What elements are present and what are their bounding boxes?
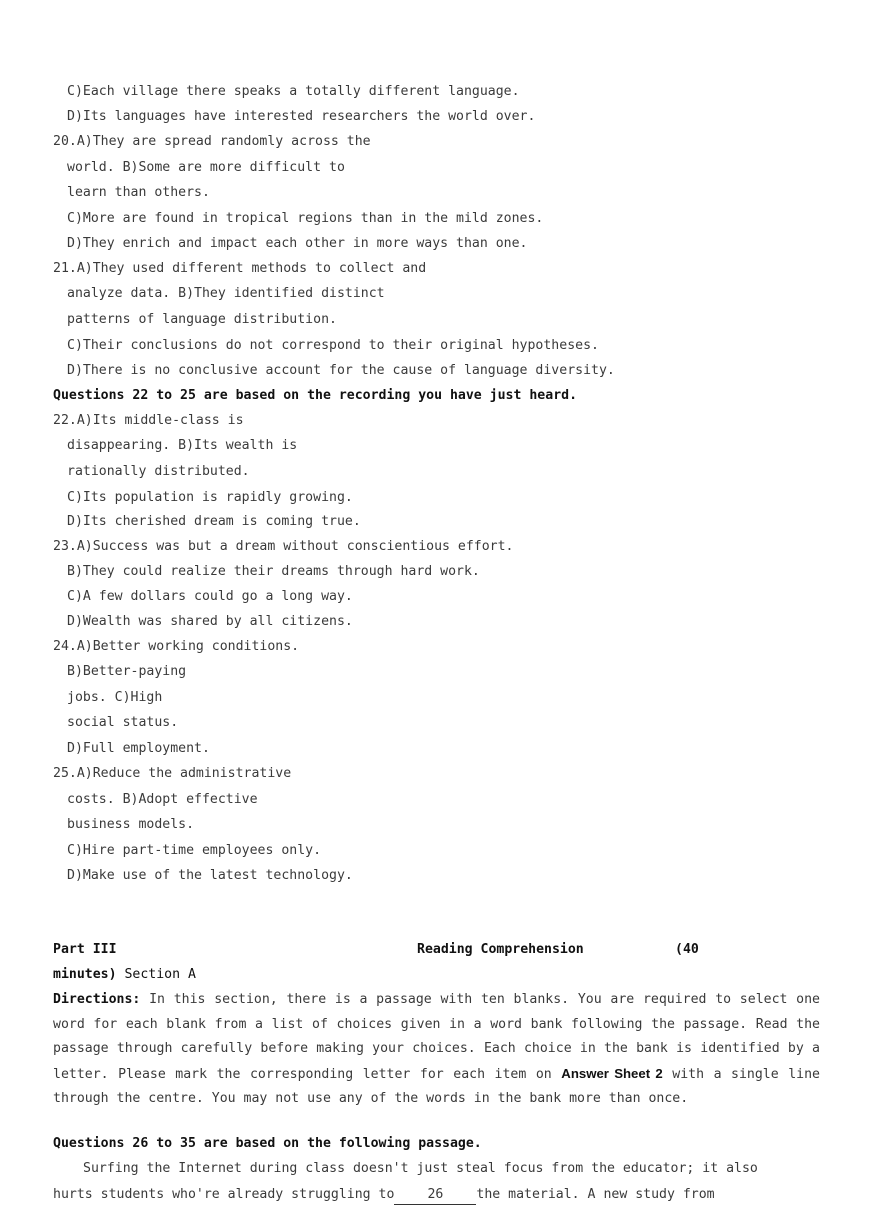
q20-line3: learn than others. bbox=[67, 185, 210, 200]
passage-line-2-pre: hurts students who're already struggling to bbox=[53, 1187, 395, 1202]
q24-line2: B)Better-paying bbox=[67, 664, 187, 679]
q22-line2: disappearing. B)Its wealth is bbox=[67, 438, 298, 453]
q22-option-c: C)Its population is rapidly growing. bbox=[67, 490, 353, 505]
directions-text-1: In this section, there is a passage with ten blanks. You are required to select one word for each blank from a list of choices given in a word bank following the passage. Read the passage through carefully before making your choices. Each choice in the bank is identified by a letter. Please mark the corresponding letter for each item on bbox=[53, 992, 820, 1082]
q20-option-d: D)They enrich and impact each other in more ways than one. bbox=[67, 236, 528, 251]
q25-line3: business models. bbox=[67, 817, 195, 832]
questions-26-35-heading: Questions 26 to 35 are based on the following passage. bbox=[53, 1136, 482, 1151]
directions-text-2: with a single line through the centre. You may not use any of the words in the bank more than once. bbox=[53, 1066, 820, 1107]
q25-option-d: D)Make use of the latest technology. bbox=[67, 868, 353, 883]
directions-label: Directions: bbox=[53, 992, 141, 1007]
q23-option-a: 23.A)Success was but a dream without conscientious effort. bbox=[53, 539, 514, 554]
q24-line4: social status. bbox=[67, 715, 179, 730]
q20-option-c: C)More are found in tropical regions than in the mild zones. bbox=[67, 211, 544, 226]
q21-line1: 21.A)They used different methods to collect and bbox=[53, 261, 427, 276]
q25-line1: 25.A)Reduce the administrative bbox=[53, 766, 292, 781]
q20-line2: world. B)Some are more difficult to bbox=[67, 160, 345, 175]
passage-line-2-post: the material. A new study from bbox=[476, 1187, 715, 1202]
part-time-close: minutes) bbox=[53, 967, 117, 982]
answer-sheet-ref: Answer Sheet 2 bbox=[561, 1065, 663, 1081]
q22-option-d: D)Its cherished dream is coming true. bbox=[67, 514, 361, 529]
directions-paragraph bbox=[53, 988, 820, 1112]
passage-line-1: Surfing the Internet during class doesn't just steal focus from the educator; it also bbox=[83, 1161, 758, 1176]
q24-option-a: 24.A)Better working conditions. bbox=[53, 639, 300, 654]
part-label: Part III bbox=[53, 942, 117, 957]
part-time-line bbox=[53, 966, 196, 984]
q22-line1: 22.A)Its middle-class is bbox=[53, 413, 244, 428]
passage-line-2 bbox=[53, 1186, 715, 1205]
q24-option-d: D)Full employment. bbox=[67, 741, 210, 756]
q24-line3: jobs. C)High bbox=[67, 690, 163, 705]
q19-option-d: D)Its languages have interested researchers the world over. bbox=[67, 109, 536, 124]
q21-option-c: C)Their conclusions do not correspond to their original hypotheses. bbox=[67, 338, 599, 353]
q21-line2: analyze data. B)They identified distinct bbox=[67, 286, 385, 301]
q23-option-c: C)A few dollars could go a long way. bbox=[67, 589, 353, 604]
q21-line3: patterns of language distribution. bbox=[67, 312, 337, 327]
blank-26: 26 bbox=[394, 1186, 476, 1205]
q19-option-c: C)Each village there speaks a totally different language. bbox=[67, 84, 520, 99]
part-title: Reading Comprehension bbox=[417, 942, 584, 957]
q23-option-d: D)Wealth was shared by all citizens. bbox=[67, 614, 353, 629]
q25-line2: costs. B)Adopt effective bbox=[67, 792, 258, 807]
part-time-open: (40 bbox=[675, 942, 699, 957]
q23-option-b: B)They could realize their dreams through hard work. bbox=[67, 564, 480, 579]
q20-line1: 20.A)They are spread randomly across the bbox=[53, 134, 371, 149]
section-label: Section A bbox=[124, 967, 196, 982]
questions-22-25-heading: Questions 22 to 25 are based on the recording you have just heard. bbox=[53, 388, 578, 403]
q21-option-d: D)There is no conclusive account for the cause of language diversity. bbox=[67, 363, 615, 378]
q22-line3: rationally distributed. bbox=[67, 464, 250, 479]
q25-option-c: C)Hire part-time employees only. bbox=[67, 843, 322, 858]
